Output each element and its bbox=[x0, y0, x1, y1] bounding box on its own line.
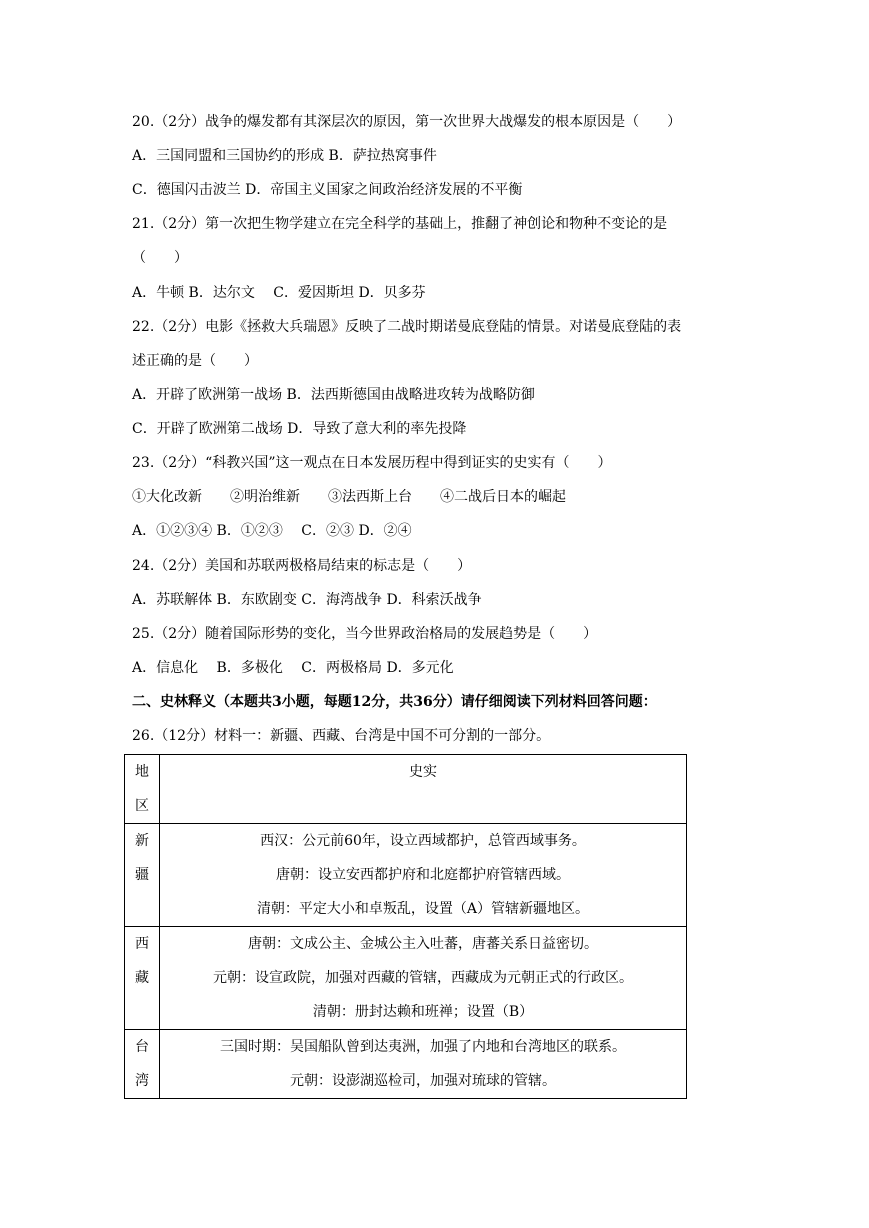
region-cell-tibet bbox=[125, 927, 160, 1030]
q26-intro: 26.（12分）材料一：新疆、西藏、台湾是中国不可分割的一部分。 bbox=[132, 728, 551, 744]
fact-line: 唐朝：文成公主、金城公主入吐蕃，唐蕃关系日益密切。 bbox=[248, 936, 598, 952]
table-row bbox=[125, 1030, 687, 1099]
fact-line: 元朝：设宣政院，加强对西藏的管辖，西藏成为元朝正式的行政区。 bbox=[213, 970, 633, 986]
fact-line: 清朝：平定大小和卓叛乱，设置（A）管辖新疆地区。 bbox=[256, 901, 590, 917]
table-row bbox=[125, 824, 687, 927]
fact-line: 西汉：公元前60年，设立西域都护，总管西域事务。 bbox=[260, 833, 586, 849]
fact-line: 唐朝：设立安西都护府和北庭都护府管辖西域。 bbox=[276, 867, 570, 883]
facts-cell-tibet bbox=[160, 927, 687, 1030]
region-char: 疆 bbox=[135, 867, 149, 883]
region-char: 西 bbox=[135, 936, 149, 952]
header-facts-label: 史实 bbox=[409, 764, 437, 780]
region-char: 台 bbox=[135, 1039, 149, 1055]
region-cell-xinjiang bbox=[125, 824, 160, 927]
header-region-char: 区 bbox=[135, 798, 149, 814]
q21-stem: 21.（2分）第一次把生物学建立在完全科学的基础上，推翻了神创论和物种不变论的是 bbox=[132, 216, 668, 232]
q24-options: A．苏联解体 B．东欧剧变 C．海湾战争 D．科索沃战争 bbox=[132, 592, 482, 608]
q24-stem: 24.（2分）美国和苏联两极格局结束的标志是（ ） bbox=[132, 558, 472, 574]
region-char: 新 bbox=[135, 833, 149, 849]
header-region-cell bbox=[125, 755, 160, 824]
q23-stem: 23.（2分）“科教兴国”这一观点在日本发展历程中得到证实的史实有（ ） bbox=[132, 455, 612, 471]
fact-line: 三国时期：吴国船队曾到达夷洲，加强了内地和台湾地区的联系。 bbox=[220, 1039, 626, 1055]
fact-line: 清朝：册封达赖和班禅；设置（B） bbox=[312, 1004, 534, 1020]
q23-options: A．①②③④ B．①②③ C．②③ D．②④ bbox=[132, 523, 412, 539]
q20-stem: 20.（2分）战争的爆发都有其深层次的原因，第一次世界大战爆发的根本原因是（ ） bbox=[132, 114, 682, 130]
region-cell-taiwan bbox=[125, 1030, 160, 1099]
header-region-char: 地 bbox=[135, 764, 149, 780]
fact-line: 元朝：设澎湖巡检司，加强对琉球的管辖。 bbox=[290, 1073, 556, 1089]
q22-stem-continued: 述正确的是（ ） bbox=[132, 353, 258, 369]
facts-cell-xinjiang bbox=[160, 824, 687, 927]
q22-options-line1: A．开辟了欧洲第一战场 B．法西斯德国由战略进攻转为战略防御 bbox=[132, 387, 535, 403]
q21-stem-continued: （ ） bbox=[132, 250, 188, 266]
q25-stem: 25.（2分）随着国际形势的变化，当今世界政治格局的发展趋势是（ ） bbox=[132, 626, 598, 642]
q23-items: ①大化改新 ②明治维新 ③法西斯上台 ④二战后日本的崛起 bbox=[132, 489, 566, 505]
table-header-row bbox=[125, 755, 687, 824]
section2-heading: 二、史林释义（本题共3小题，每题12分，共36分）请仔细阅读下列材料回答问题： bbox=[132, 694, 657, 710]
q22-options-line2: C．开辟了欧洲第二战场 D．导致了意大利的率先投降 bbox=[132, 421, 467, 437]
q21-options: A．牛顿 B．达尔文 C．爱因斯坦 D．贝多芬 bbox=[132, 285, 426, 301]
header-facts-cell bbox=[160, 755, 687, 824]
q25-options: A．信息化 B．多极化 C．两极格局 D．多元化 bbox=[132, 660, 454, 676]
table-row bbox=[125, 927, 687, 1030]
region-char: 湾 bbox=[135, 1073, 149, 1089]
q20-options-line2: C．德国闪击波兰 D．帝国主义国家之间政治经济发展的不平衡 bbox=[132, 182, 523, 198]
facts-cell-taiwan bbox=[160, 1030, 687, 1099]
region-char: 藏 bbox=[135, 970, 149, 986]
q22-stem: 22.（2分）电影《拯救大兵瑞恩》反映了二战时期诺曼底登陆的情景。对诺曼底登陆的表 bbox=[132, 319, 682, 335]
history-table bbox=[124, 754, 687, 1099]
q20-options-line1: A．三国同盟和三国协约的形成 B．萨拉热窝事件 bbox=[132, 148, 437, 164]
